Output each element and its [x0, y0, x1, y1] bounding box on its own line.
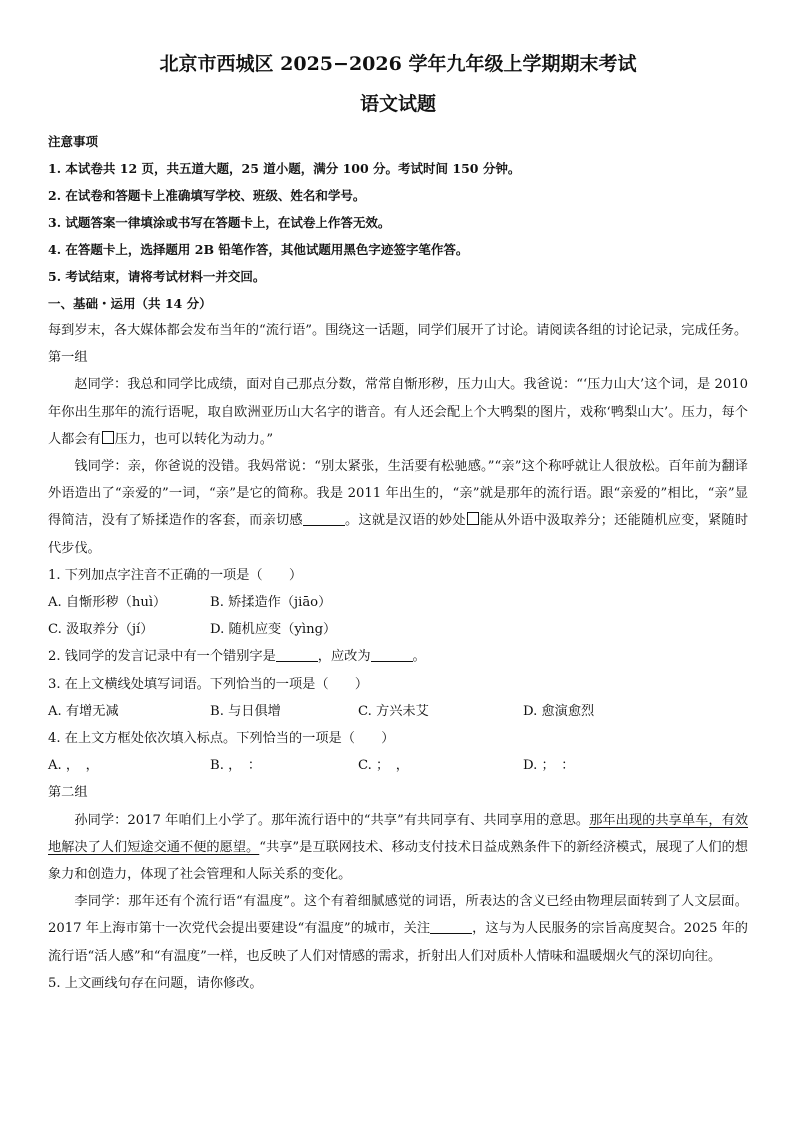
option-b: B. ， ： [210, 758, 262, 774]
notice-item: 2. 在试卷和答题卡上准确填写学校、班级、姓名和学号。 [48, 188, 366, 203]
question-1-stem: 1. 下列加点字注音不正确的一项是（ ） [48, 567, 303, 583]
fill-blank [371, 647, 413, 662]
fill-blank [430, 919, 472, 934]
exam-page [48, 52, 748, 997]
dialogue-text: “共享”是互联网技术、移动支付技术日益成熟条件下的新经济模式，展现了人们的想象力和创造力，体现了社会管理和人际关系的变化。 [48, 839, 748, 883]
question-3-stem: 3. 在上文横线处填写词语。下列恰当的一项是（ ） [48, 676, 369, 692]
dialogue-sun [48, 807, 748, 889]
underlined-sentence: 那年出现的共享单车，有效地解决了人们短途交通不便的愿望。 [48, 812, 749, 855]
punctuation-box [102, 431, 114, 444]
option-c: C. 方兴未艾 [358, 703, 429, 719]
question-2-text: 。 [412, 649, 426, 665]
dialogue-text: 能从外语中汲取养分；还能随机应变，紧随时代步伐。 [48, 513, 749, 556]
section-heading: 一、基础・运用（共 14 分） [48, 296, 212, 311]
option-c: C. ； ， [358, 758, 409, 774]
dialogue-text: 赵同学：我总和同学比成绩，面对自己那点分数，常常自惭形秽，压力山大。我爸说：“‘压力山大’这个词，是 2010 年你出生那年的流行语呢，取自欧洲亚历山大名字的谐音。有人还会配上个大鸭梨的图片，戏称‘鸭梨山大’。压力，每个人都会有 [48, 377, 748, 447]
dialogue-text: 压力，也可以转化为动力。” [114, 431, 274, 447]
question-5-stem: 5. 上文画线句存在问题，请你修改。 [48, 975, 263, 991]
question-1-options-row [48, 616, 748, 643]
exam-title: 北京市西城区 2025−2026 学年九年级上学期期末考试 [159, 53, 637, 75]
question-1-options-row [48, 589, 748, 616]
option-c: C. 汲取养分（jí） [48, 622, 154, 638]
option-d: D. ； ： [523, 758, 575, 774]
notice-heading: 注意事项 [48, 134, 99, 149]
question-2-text: 2. 钱同学的发言记录中有一个错别字是 [48, 649, 276, 665]
option-b: B. 与日俱增 [210, 703, 281, 719]
punctuation-box [467, 512, 479, 525]
fill-blank [276, 647, 318, 662]
dialogue-text: 孙同学：2017 年咱们上小学了。那年流行语中的“共享”有共同享有、共同享用的意思。 [74, 812, 590, 828]
option-d: D. 愈演愈烈 [523, 703, 595, 719]
option-a: A. 自惭形秽（huì） [48, 595, 167, 611]
notice-item: 4. 在答题卡上，选择题用 2B 铅笔作答，其他试题用黑色字迹签字笔作答。 [48, 242, 469, 257]
notice-item: 5. 考试结束，请将考试材料一并交回。 [48, 269, 266, 284]
question-4-options [48, 752, 748, 779]
notice-item: 1. 本试卷共 12 页，共五道大题，25 道小题，满分 100 分。考试时间 150 分钟。 [48, 161, 521, 176]
dialogue-zhao [48, 371, 748, 453]
dialogue-text: 李同学：那年还有个流行语“有温度”。这个有着细腻感觉的词语，所表达的含义已经由物理层面转到了人文层面。2017 年上海市第十一次党代会提出要建设“有温度”的城市，关注 [48, 894, 748, 937]
group-label: 第一组 [48, 350, 88, 366]
question-3-options [48, 698, 748, 725]
dialogue-li [48, 888, 748, 970]
option-a: A. ， ， [48, 758, 99, 774]
exam-subtitle: 语文试题 [359, 93, 436, 115]
option-b: B. 矫揉造作（jiāo） [210, 595, 332, 611]
dialogue-qian [48, 453, 748, 562]
dialogue-text: 。这就是汉语的妙处 [344, 513, 466, 529]
notice-item: 3. 试题答案一律填涂或书写在答题卡上，在试卷上作答无效。 [48, 215, 391, 230]
dialogue-text: ，这与为人民服务的宗旨高度契合。2025 年的流行语“活人感”和“有温度”一样，也反映了人们对情感的需求，折射出人们对质朴人情味和温暖烟火气的深切向往。 [48, 921, 748, 964]
fill-blank [303, 511, 345, 526]
section-intro: 每到岁末，各大媒体都会发布当年的“流行语”。围绕这一话题，同学们展开了讨论。请阅读各组的讨论记录，完成任务。 [48, 323, 748, 338]
question-4-stem: 4. 在上文方框处依次填入标点。下列恰当的一项是（ ） [48, 731, 395, 747]
question-2-text: ，应改为 [317, 649, 371, 665]
option-d: D. 随机应变（yìng） [210, 622, 337, 638]
dialogue-text: 钱同学：亲，你爸说的没错。我妈常说：“别太紧张，生活要有松驰感。”“亲”这个称呼就让人很放松。百年前为翻译外语造出了“亲爱的”一词，“亲”是它的简称。我是 2011 年出生的，“亲”就是那年的流行语。跟“亲爱的”相比，“亲”显得简洁，没有了矫揉造作的客套，而亲切感 [48, 459, 749, 529]
group-label: 第二组 [48, 785, 88, 801]
option-a: A. 有增无减 [48, 703, 119, 719]
question-2 [48, 643, 748, 670]
